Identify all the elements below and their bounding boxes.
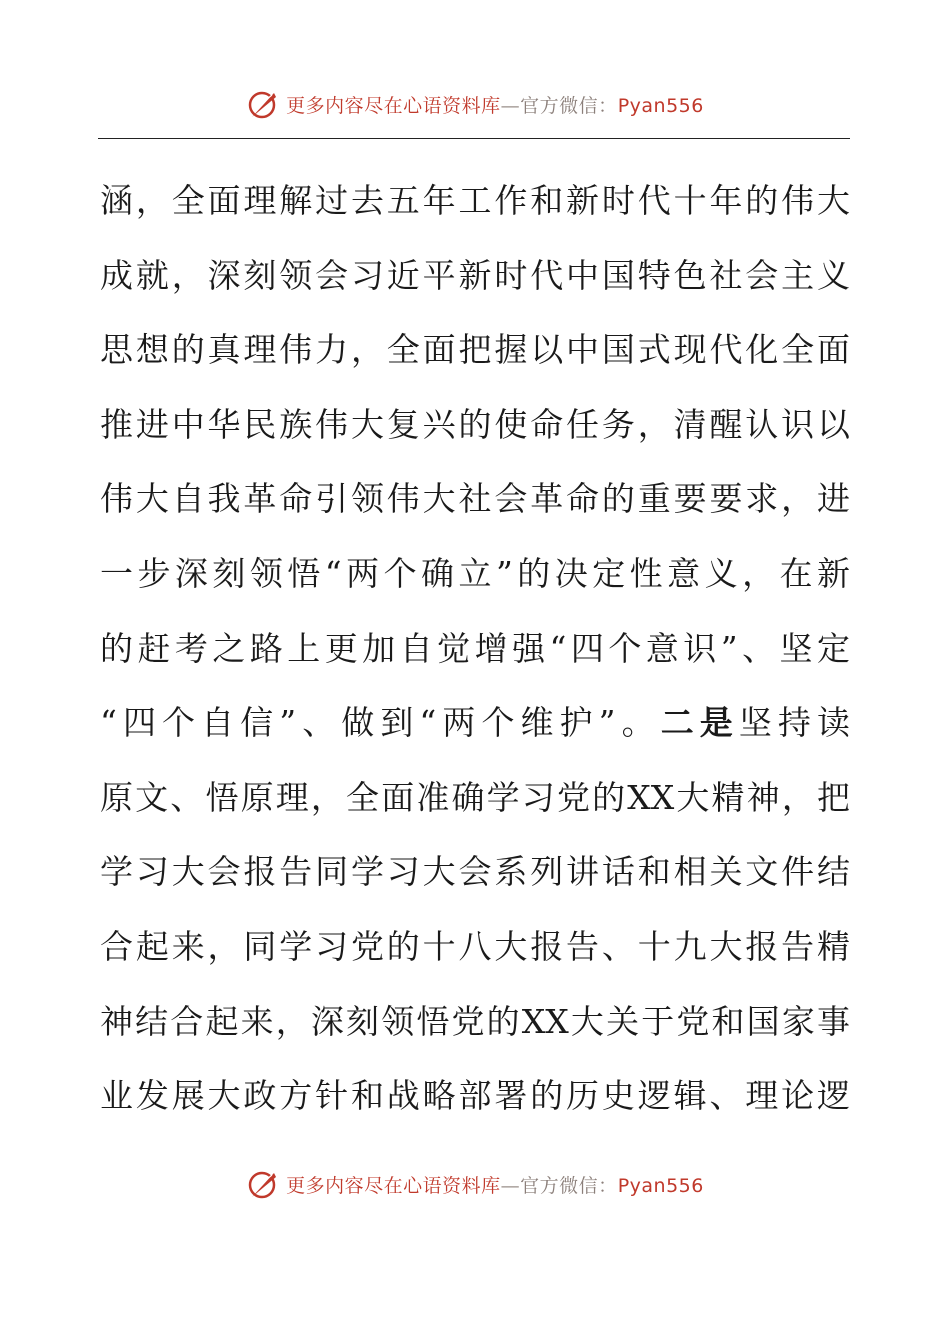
text-line: 的赶考之路上更加自觉增强“四个意识”、坚定 [100,628,850,668]
text-line: 业发展大政方针和战略部署的历史逻辑、理论逻 [100,1076,850,1116]
body-text [100,164,850,1134]
text-segment: “四个自信”、做到“两个维护”。 [100,703,661,743]
text-line: 原文、悟原理，全面准确学习党的XX大精神，把 [100,777,850,817]
text-line: 神结合起来，深刻领悟党的XX大关于党和国家事 [100,1001,850,1041]
header-banner [0,84,950,124]
banner-wechat-id: Pyan556 [617,94,704,117]
banner-text [286,91,704,118]
banner-wechat-id: Pyan556 [617,1174,704,1197]
banner-brand: 更多内容尽在心语资料库 [286,94,501,117]
text-line: 学习大会报告同学习大会系列讲话和相关文件结 [100,852,850,892]
banner-wechat-label: 官方微信： [520,1174,618,1197]
quill-logo-icon [246,1167,280,1201]
text-line: 推进中华民族伟大复兴的使命任务，清醒认识以 [100,404,850,444]
banner-separator: — [500,94,521,117]
header-rule [98,138,850,139]
text-line: 涵，全面理解过去五年工作和新时代十年的伟大 [100,181,850,220]
text-line: 合起来，同学习党的十八大报告、十九大报告精 [100,926,850,966]
banner-wechat-label: 官方微信： [520,94,618,117]
banner-separator: — [500,1174,521,1197]
banner-brand: 更多内容尽在心语资料库 [286,1174,501,1197]
banner-text [286,1171,704,1198]
text-line [100,686,850,761]
text-line: 成就，深刻领会习近平新时代中国特色社会主义 [100,255,850,295]
text-line: 伟大自我革命引领伟大社会革命的重要要求，进 [100,479,850,519]
bold-marker: 二是 [660,703,739,743]
text-segment: 坚持读 [738,703,851,743]
text-line: 思想的真理伟力，全面把握以中国式现代化全面 [100,330,850,370]
text-line: 一步深刻领悟“两个确立”的决定性意义，在新 [100,553,850,593]
quill-logo-icon [246,87,280,121]
footer-banner [0,1164,950,1204]
